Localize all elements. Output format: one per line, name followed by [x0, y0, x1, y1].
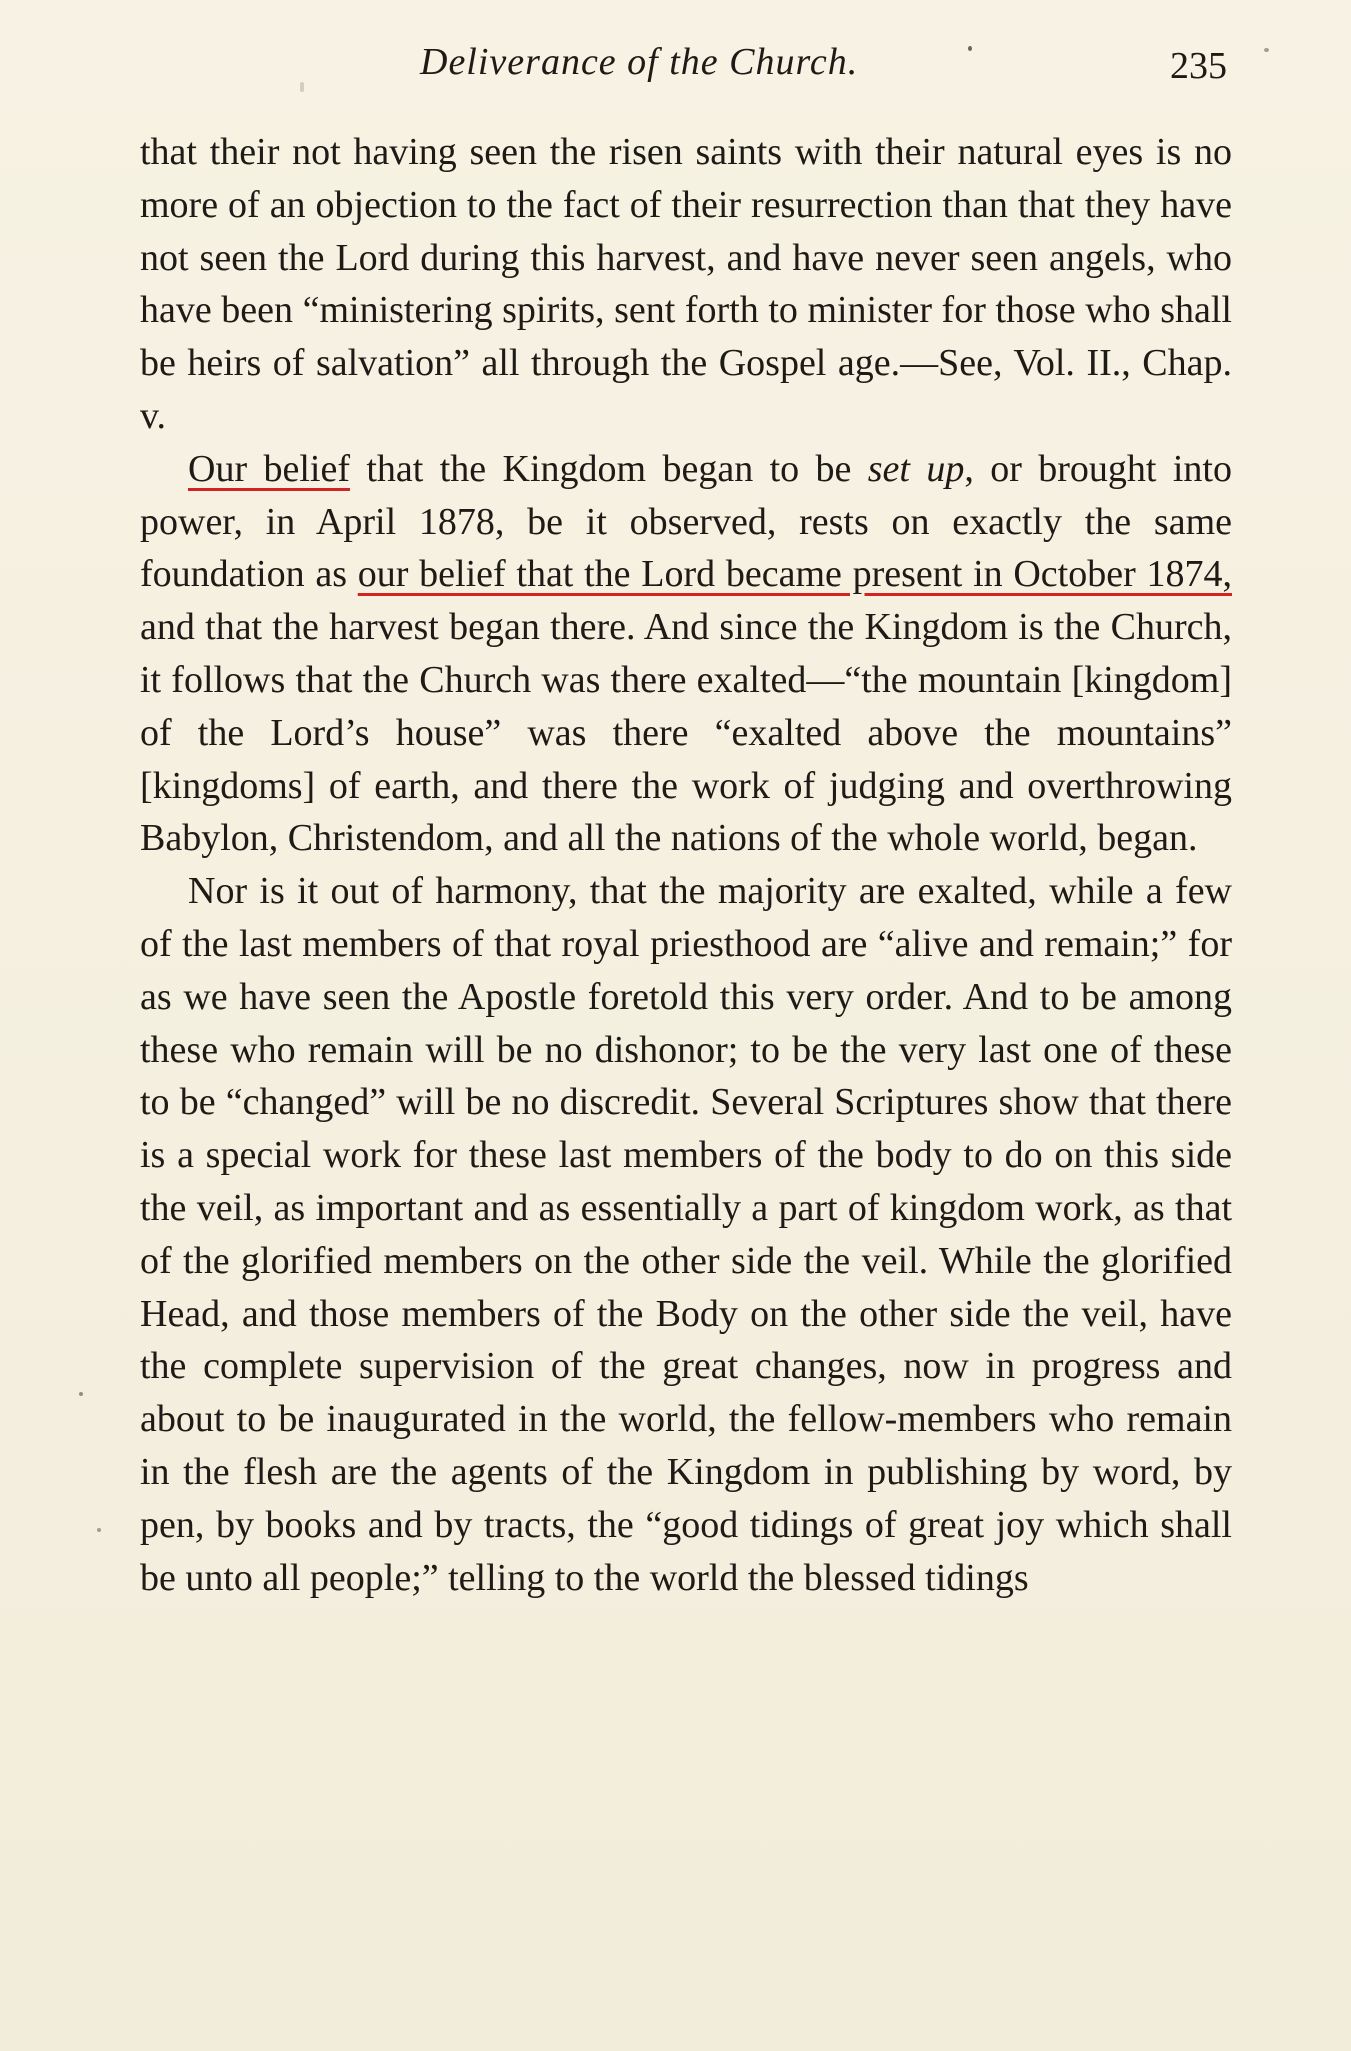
- paper-speck: [1264, 48, 1269, 52]
- paper-speck: [968, 46, 972, 51]
- page-number: 235: [1170, 45, 1227, 87]
- red-underline-our-belief: Our belief: [188, 447, 350, 490]
- page-header: [0, 40, 1351, 100]
- paper-speck: [97, 1528, 101, 1532]
- running-head: Deliverance of the Church.: [420, 41, 859, 83]
- paragraph-1: that their not having seen the risen saints with their natural eyes is no more of an objection to the fact of their resurrection than that they have not seen the Lord during this harvest, and have never seen angels, who have been “ministering spirits, sent forth to minister for those who shall be heirs of salvation” all through the Gospel age.—See, Vol. II., Chap. v.: [140, 131, 1232, 437]
- paragraph-2-text-a: that the Kingdom began to be: [349, 447, 868, 490]
- italic-set-up: set up: [867, 447, 965, 490]
- paragraph-3: Nor is it out of harmony, that the majority are exalted, while a few of the last members of that royal priesthood are “alive and remain;” for as we have seen the Apostle foretold this very order. And to be among these who remain will be no dishonor; to be the very last one of these to be “changed” will be no discredit. Several Scriptures show that there is a special work for these last members of the body to do on this side the veil, as important and as essentially a part of kingdom work, as that of the glorified members on the other side the veil. While the glorified Head, and those members of the Body on the other side the veil, have the complete supervision of the great changes, now in progress and about to be inaugurated in the world, the fellow-members who remain in the flesh are the agents of the Kingdom in publishing by word, by pen, by books and by tracts, the “good tidings of great joy which shall be unto all people;” telling to the world the blessed tidings: [140, 870, 1232, 1599]
- red-underline-lord-present: our belief that the Lord became present in October 1874,: [357, 553, 1232, 596]
- paragraph-2-text-c: and that the harvest began there. And since the Kingdom is the Church, it follows that the Church was there exalted—“the mountain [kingdom] of the Lord’s house” was there “exalted above the mountains” [kingdoms] of earth, and there the work of judging and overthrowing Babylon, Christendom, and all the nations of the whole world, began.: [140, 606, 1232, 860]
- paper-speck: [300, 82, 304, 92]
- paragraph-2: [140, 443, 1232, 865]
- paper-speck: [79, 1392, 83, 1396]
- paragraph-2-text-b: , or brought into power, in April 1878, be it observed, rests on exactly the same foundation as: [140, 447, 1232, 596]
- body-text: [140, 126, 1232, 1604]
